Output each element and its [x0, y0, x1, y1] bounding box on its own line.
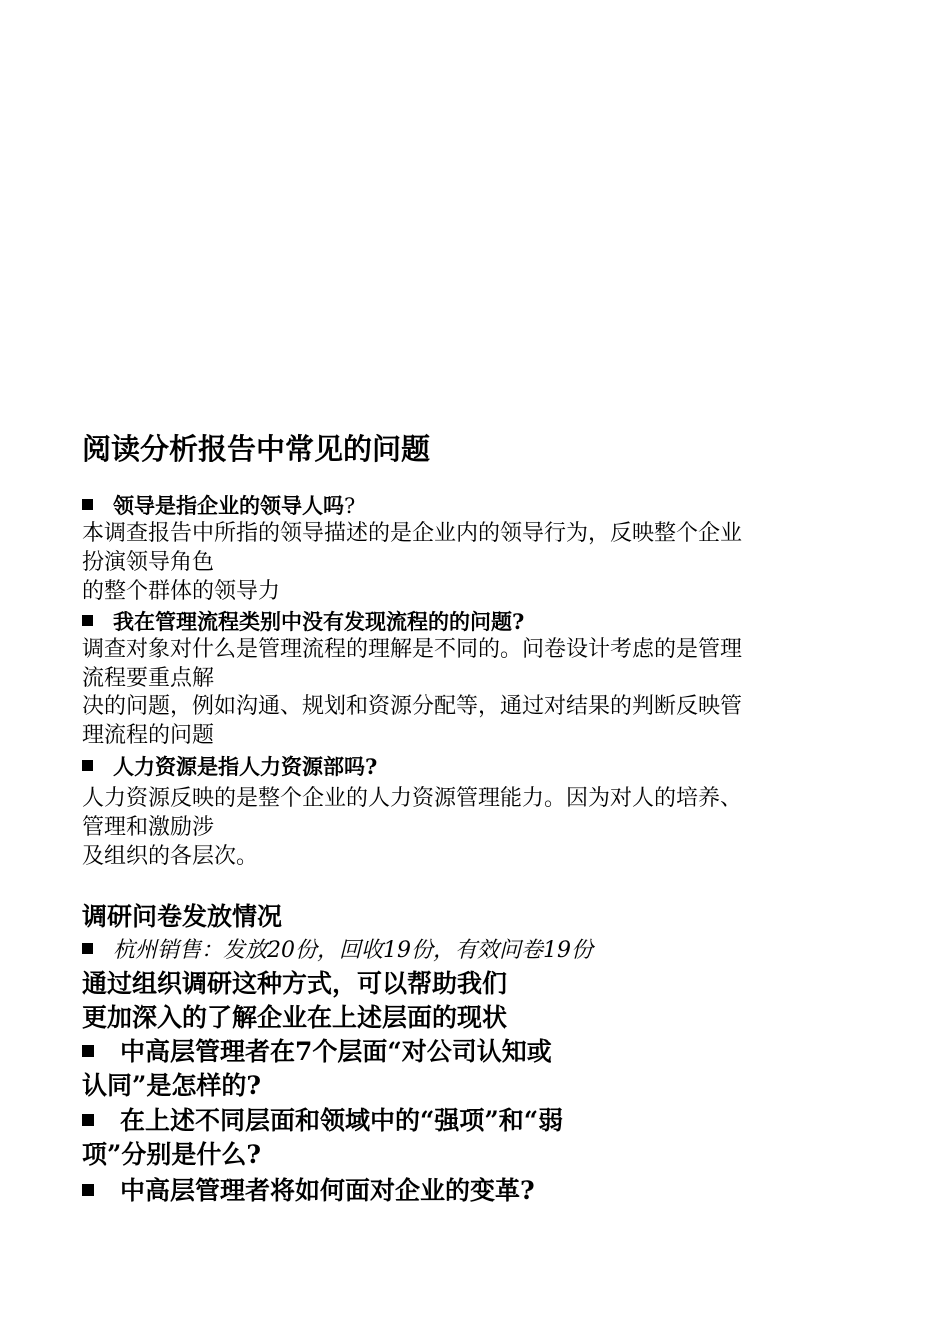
square-bullet-icon — [82, 499, 93, 510]
answer-leadership-line-2: 扮演领导角色 — [82, 550, 215, 575]
square-bullet-icon — [82, 1045, 94, 1057]
answer-leadership-line-1: 本调查报告中所指的领导描述的是企业内的领导行为，反映整个企业 — [82, 521, 743, 546]
answer-hr-line-2: 管理和激励涉 — [82, 815, 215, 840]
answer-process-line-1: 调查对象对什么是管理流程的理解是不同的。问卷设计考虑的是管理 — [82, 637, 743, 662]
section-title-survey-distribution: 调研问卷发放情况 — [82, 902, 283, 931]
square-bullet-icon — [82, 760, 93, 771]
answer-leadership-line-3: 的整个群体的领导力 — [82, 579, 281, 604]
square-bullet-icon — [82, 1114, 94, 1126]
question-leadership — [82, 494, 355, 518]
answer-process-line-3: 决的问题，例如沟通、规划和资源分配等，通过对结果的判断反映管 — [82, 694, 743, 719]
survey-point-1 — [82, 1038, 552, 1067]
survey-point-3-text: 中高层管理者将如何面对企业的变革? — [120, 1176, 535, 1205]
answer-hr-line-3: 及组织的各层次。 — [82, 844, 259, 869]
question-hr — [82, 755, 377, 779]
question-leadership-mark: ? — [344, 494, 356, 518]
survey-intro-line-2: 更加深入的了解企业在上述层面的现状 — [82, 1003, 508, 1032]
answer-hr-line-1: 人力资源反映的是整个企业的人力资源管理能力。因为对人的培养、 — [82, 786, 743, 811]
question-leadership-text: 领导是指企业的领导人吗 — [113, 493, 344, 518]
survey-intro-line-1: 通过组织调研这种方式，可以帮助我们 — [82, 969, 508, 998]
survey-point-2-continued: 项”分别是什么? — [82, 1140, 262, 1169]
answer-process-line-4: 理流程的问题 — [82, 723, 215, 748]
survey-distribution-stats — [82, 938, 593, 963]
question-process-text: 我在管理流程类别中没有发现流程的的问题? — [113, 609, 525, 634]
question-process — [82, 610, 524, 634]
survey-point-1-text: 中高层管理者在7个层面“对公司认知或 — [120, 1037, 552, 1066]
section-title-common-questions: 阅读分析报告中常见的问题 — [82, 432, 431, 466]
survey-point-1-continued: 认同”是怎样的? — [82, 1071, 262, 1100]
survey-distribution-text: 杭州销售：发放20份，回收19份，有效问卷19份 — [113, 938, 593, 963]
square-bullet-icon — [82, 1184, 94, 1196]
survey-point-3 — [82, 1177, 535, 1206]
square-bullet-icon — [82, 943, 93, 954]
survey-point-2 — [82, 1107, 563, 1136]
answer-process-line-2: 流程要重点解 — [82, 666, 215, 691]
square-bullet-icon — [82, 615, 93, 626]
question-hr-text: 人力资源是指人力资源部吗? — [113, 754, 378, 779]
survey-point-2-text: 在上述不同层面和领域中的“强项”和“弱 — [120, 1106, 564, 1135]
